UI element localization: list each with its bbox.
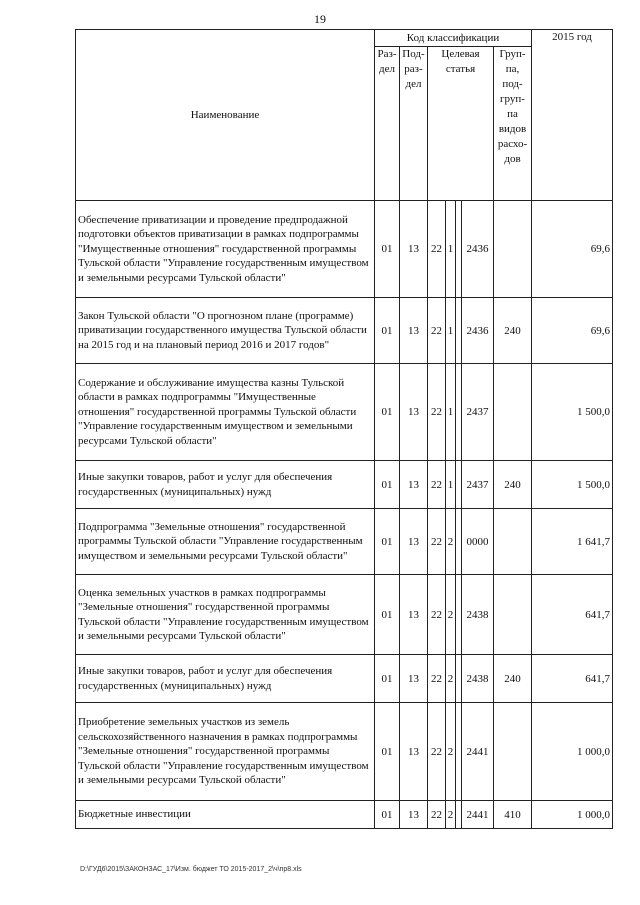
row-sum: 641,7 [532, 655, 613, 703]
row-cs-program: 22 [428, 509, 446, 575]
row-sum: 1 500,0 [532, 364, 613, 461]
row-cs-program: 22 [428, 461, 446, 509]
row-podrazdel: 13 [400, 703, 428, 801]
table-row [76, 201, 613, 298]
row-razdel: 01 [375, 298, 400, 364]
table-row [76, 298, 613, 364]
row-podrazdel: 13 [400, 509, 428, 575]
row-cs-direction: 0000 [462, 509, 494, 575]
table-row [76, 575, 613, 655]
table-row [76, 509, 613, 575]
row-name: Бюджетные инвестиции [76, 801, 375, 829]
row-podrazdel: 13 [400, 364, 428, 461]
row-name: Подпрограмма "Земельные отношения" государственной программы Тульской области "Управление государственным имуществом и земельными ресурсами Тульской области" [76, 509, 375, 575]
row-cs-subprogram: 2 [446, 703, 456, 801]
row-podrazdel: 13 [400, 298, 428, 364]
row-cs-subprogram: 2 [446, 575, 456, 655]
header-year: 2015 год [532, 30, 613, 201]
row-razdel: 01 [375, 201, 400, 298]
row-name: Закон Тульской области "О прогнозном плане (программе) приватизации государственного имущества Тульской области на 2015 год и на плановый период 2016 и 2017 годов" [76, 298, 375, 364]
row-cs-program: 22 [428, 703, 446, 801]
row-sum: 1 000,0 [532, 703, 613, 801]
row-cs-direction: 2441 [462, 801, 494, 829]
row-cs-subprogram: 2 [446, 509, 456, 575]
row-expense-group: 410 [494, 801, 532, 829]
row-expense-group: 240 [494, 298, 532, 364]
row-podrazdel: 13 [400, 461, 428, 509]
row-expense-group: 240 [494, 461, 532, 509]
row-razdel: 01 [375, 364, 400, 461]
row-cs-program: 22 [428, 801, 446, 829]
table-row [76, 655, 613, 703]
row-cs-subprogram: 1 [446, 201, 456, 298]
table-row [76, 461, 613, 509]
row-cs-direction: 2441 [462, 703, 494, 801]
row-razdel: 01 [375, 801, 400, 829]
page-number: 19 [314, 12, 326, 26]
row-cs-direction: 2437 [462, 461, 494, 509]
row-razdel: 01 [375, 509, 400, 575]
table-row [76, 801, 613, 829]
row-cs-direction: 2438 [462, 575, 494, 655]
row-expense-group [494, 703, 532, 801]
header-code-classification: Код классификации [375, 30, 532, 47]
row-cs-program: 22 [428, 655, 446, 703]
row-sum: 1 500,0 [532, 461, 613, 509]
row-cs-subprogram: 1 [446, 461, 456, 509]
table-row [76, 364, 613, 461]
row-sum: 1 641,7 [532, 509, 613, 575]
row-expense-group [494, 364, 532, 461]
row-razdel: 01 [375, 703, 400, 801]
row-name: Приобретение земельных участков из земель сельскохозяйственного назначения в рамках подпрограммы "Земельные отношения" государственной программы Тульской области "Управление государственным имуществом и земельными ресурсами Тульской области" [76, 703, 375, 801]
row-cs-subprogram: 1 [446, 364, 456, 461]
row-cs-subprogram: 2 [446, 801, 456, 829]
row-cs-direction: 2436 [462, 201, 494, 298]
header-target-article: Целевая статья [428, 47, 494, 201]
row-podrazdel: 13 [400, 575, 428, 655]
row-razdel: 01 [375, 655, 400, 703]
row-expense-group [494, 201, 532, 298]
row-sum: 69,6 [532, 201, 613, 298]
row-cs-direction: 2436 [462, 298, 494, 364]
row-podrazdel: 13 [400, 655, 428, 703]
row-name: Содержание и обслуживание имущества казны Тульской области в рамках подпрограммы "Имущественные отношения" государственной программы Тульской области "Управление государственным имуществом и земельными ресурсами Тульской области" [76, 364, 375, 461]
row-name: Обеспечение приватизации и проведение предпродажной подготовки объектов приватизации в рамках подпрограммы "Имущественные отношения" государственной программы Тульской области "Управление государственным имуществом и земельными ресурсами Тульской области" [76, 201, 375, 298]
row-razdel: 01 [375, 575, 400, 655]
header-name: Наименование [76, 30, 375, 201]
row-sum: 1 000,0 [532, 801, 613, 829]
row-cs-program: 22 [428, 364, 446, 461]
row-cs-program: 22 [428, 298, 446, 364]
row-expense-group: 240 [494, 655, 532, 703]
row-sum: 69,6 [532, 298, 613, 364]
header-section: Раз- дел [375, 47, 400, 201]
table-body [76, 201, 613, 829]
row-name: Иные закупки товаров, работ и услуг для обеспечения государственных (муниципальных) нужд [76, 461, 375, 509]
row-expense-group [494, 575, 532, 655]
table-row [76, 703, 613, 801]
row-cs-subprogram: 1 [446, 298, 456, 364]
row-cs-subprogram: 2 [446, 655, 456, 703]
header-subsection: Под- раз- дел [400, 47, 428, 201]
row-cs-direction: 2437 [462, 364, 494, 461]
row-razdel: 01 [375, 461, 400, 509]
row-name: Иные закупки товаров, работ и услуг для обеспечения государственных (муниципальных) нужд [76, 655, 375, 703]
budget-table [75, 29, 613, 829]
row-podrazdel: 13 [400, 801, 428, 829]
header-expense-group: Груп- па, под- груп- па видов расхо- дов [494, 47, 532, 201]
row-cs-direction: 2438 [462, 655, 494, 703]
row-podrazdel: 13 [400, 201, 428, 298]
footer-file-path: D:\ГУД6\2015\ЗАКОНЗАС_17\Изм. бюджет ТО 2015-2017_2\ч\пр8.xls [80, 866, 302, 873]
row-cs-program: 22 [428, 201, 446, 298]
row-cs-program: 22 [428, 575, 446, 655]
row-expense-group [494, 509, 532, 575]
row-name: Оценка земельных участков в рамках подпрограммы "Земельные отношения" государственной программы Тульской области "Управление государственным имуществом и земельными ресурсами Тульской области" [76, 575, 375, 655]
row-sum: 641,7 [532, 575, 613, 655]
